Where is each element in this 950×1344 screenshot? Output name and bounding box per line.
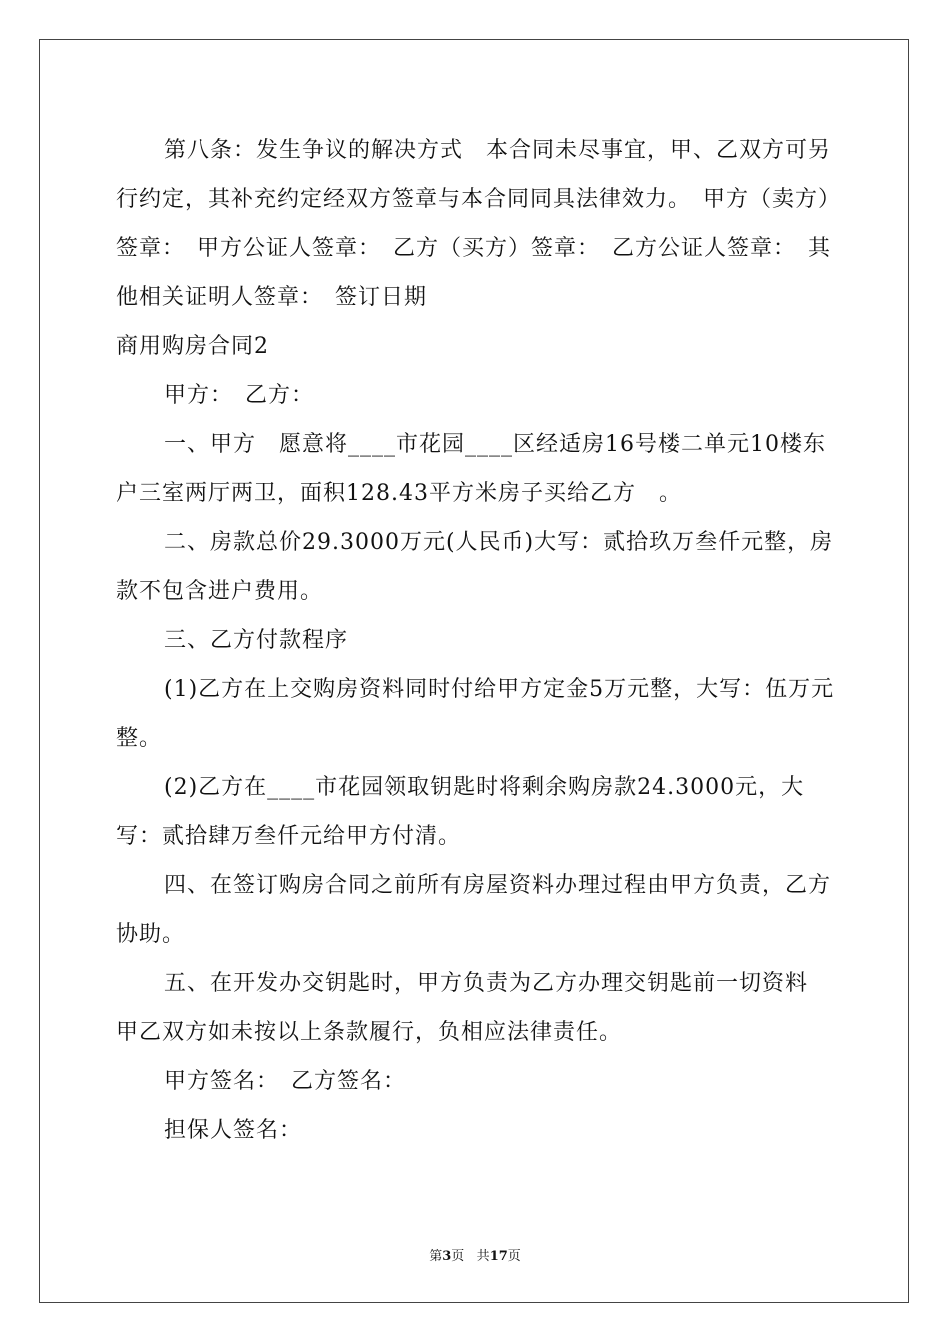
paragraph-clause-5: 五、在开发办交钥匙时，甲方负责为乙方办理交钥匙前一切资料 甲乙双方如未按以上条款履行，负相应法律责任。 <box>116 971 832 1045</box>
footer-total-suffix: 页 <box>507 1249 521 1264</box>
paragraph-clause-3: 三、乙方付款程序 <box>164 628 349 653</box>
page-footer <box>0 1245 950 1264</box>
paragraph-guarantor: 担保人签名： <box>164 1118 303 1143</box>
paragraph-payment-1: (1)乙方在上交购房资料同时付给甲方定金5万元整，大写：伍万元整。 <box>116 677 835 751</box>
contract-title: 商用购房合同2 <box>116 334 269 359</box>
paragraph-payment-2: (2)乙方在____市花园领取钥匙时将剩余购房款24.3000元，大写：贰拾肆万叁仟元给甲方付清。 <box>116 775 805 849</box>
paragraph-clause-2: 二、房款总价29.3000万元(人民币)大写：贰拾玖万叁仟元整，房款不包含进户费用。 <box>116 530 834 604</box>
footer-total-prefix: 共 <box>476 1249 490 1264</box>
paragraph-clause-1: 一、甲方 愿意将____市花园____区经适房16号楼二单元10楼东户三室两厅两卫，面积128.43平方米房子买给乙方 。 <box>116 432 826 506</box>
paragraph-signatures: 甲方签名： 乙方签名： <box>164 1069 407 1094</box>
paragraph-clause-4: 四、在签订购房合同之前所有房屋资料办理过程由甲方负责，乙方协助。 <box>116 873 832 947</box>
footer-prefix: 第 <box>429 1249 443 1264</box>
paragraph-article-8: 第八条：发生争议的解决方式 本合同未尽事宜，甲、乙双方可另行约定，其补充约定经双方签章与本合同同具法律效力。 甲方（卖方）签章： 甲方公证人签章： 乙方（买方）签章： 乙方公证人签章： 其他相关证明人签章： 签订日期 <box>116 138 832 310</box>
footer-total-pages: 17 <box>489 1249 508 1264</box>
footer-page-suffix: 页 <box>451 1249 465 1264</box>
paragraph-parties: 甲方： 乙方： <box>164 383 315 408</box>
document-body <box>116 126 836 1155</box>
footer-page-number: 3 <box>442 1249 452 1264</box>
